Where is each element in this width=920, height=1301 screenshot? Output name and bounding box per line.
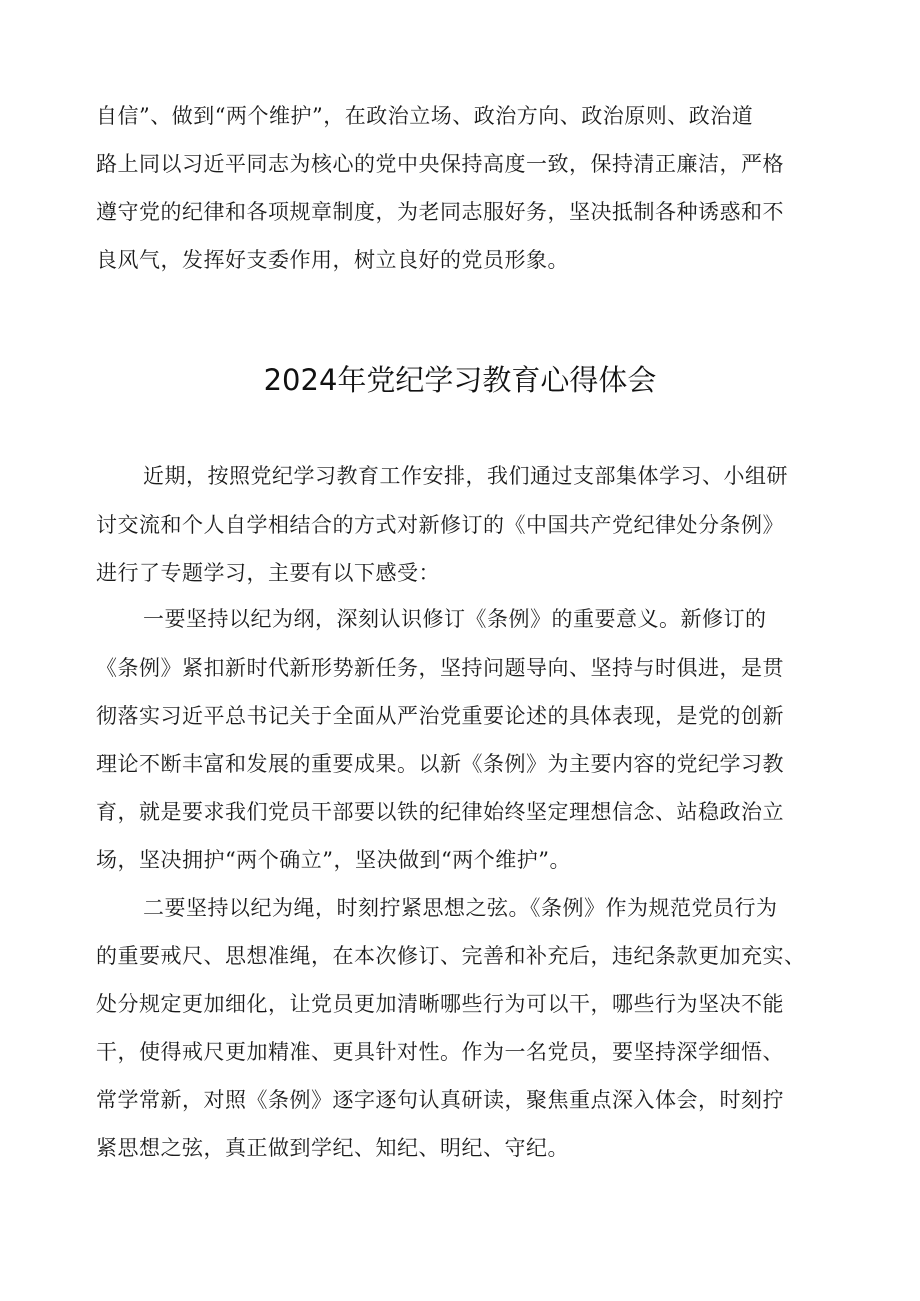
paragraph-3-line: 二要坚持以纪为绳，时刻拧紧思想之弦。《条例》作为规范党员行为	[143, 896, 778, 920]
paragraph-3-line: 紧思想之弦，真正做到学纪、知纪、明纪、守纪。	[96, 1136, 569, 1160]
paragraph-1-line: 讨交流和个人自学相结合的方式对新修订的《中国共产党纪律处分条例》	[96, 513, 784, 537]
paragraph-2-line: 理论不断丰富和发展的重要成果。以新《条例》为主要内容的党纪学习教	[96, 752, 784, 776]
paragraph-3-line: 处分规定更加细化，让党员更加清晰哪些行为可以干，哪些行为坚决不能	[96, 992, 784, 1016]
paragraph-3-line: 干，使得戒尺更加精准、更具针对性。作为一名党员，要坚持深学细悟、	[96, 1040, 784, 1064]
paragraph-2-line: 《条例》紧扣新时代新形势新任务，坚持问题导向、坚持与时俱进，是贯	[96, 656, 784, 680]
intro-line: 自信”、做到“两个维护”，在政治立场、政治方向、政治原则、政治道	[96, 104, 754, 128]
paragraph-1-line: 近期，按照党纪学习教育工作安排，我们通过支部集体学习、小组研	[143, 464, 788, 488]
paragraph-2-line: 一要坚持以纪为纲，深刻认识修订《条例》的重要意义。新修订的	[143, 607, 767, 631]
paragraph-2-line: 彻落实习近平总书记关于全面从严治党重要论述的具体表现，是党的创新	[96, 704, 784, 728]
paragraph-1-line: 进行了专题学习，主要有以下感受：	[96, 561, 440, 585]
paragraph-3-line: 常学常新，对照《条例》逐字逐句认真研读，聚焦重点深入体会，时刻拧	[96, 1088, 784, 1112]
intro-line: 路上同以习近平同志为核心的党中央保持高度一致，保持清正廉洁，严格	[96, 152, 784, 176]
intro-line: 良风气，发挥好支委作用，树立良好的党员形象。	[96, 248, 569, 272]
intro-line: 遵守党的纪律和各项规章制度，为老同志服好务，坚决抵制各种诱惑和不	[96, 200, 784, 224]
paragraph-2-line: 育，就是要求我们党员干部要以铁的纪律始终坚定理想信念、站稳政治立	[96, 800, 784, 824]
paragraph-2-line: 场，坚决拥护“两个确立”，坚决做到“两个维护”。	[96, 848, 571, 872]
paragraph-3-line: 的重要戒尺、思想准绳，在本次修订、完善和补充后，违纪条款更加充实、	[96, 944, 806, 968]
document-title: 2024年党纪学习教育心得体会	[263, 363, 657, 397]
